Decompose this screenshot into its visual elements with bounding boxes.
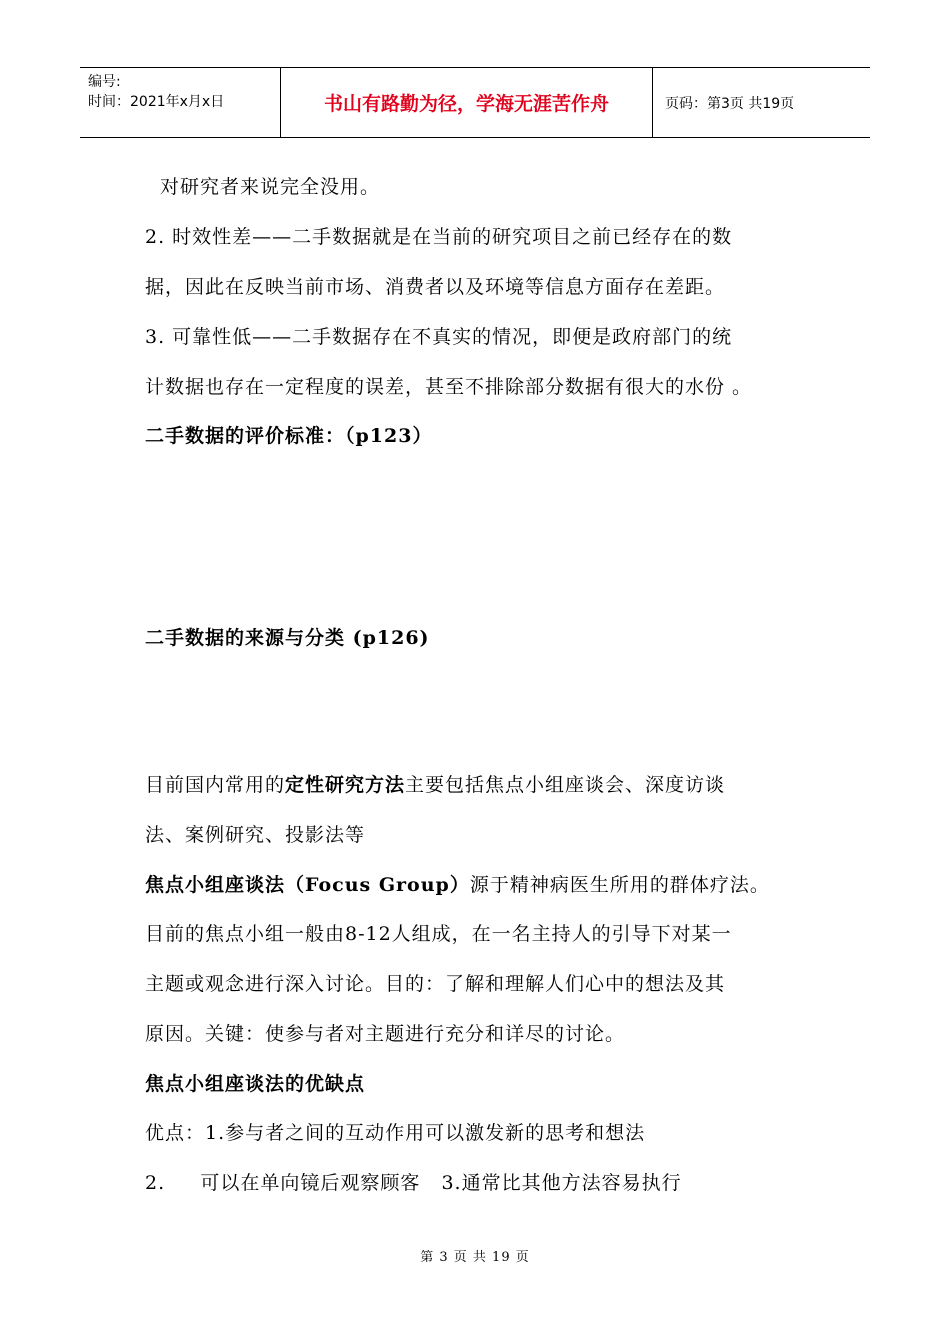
document-number-label: 编号: [88,74,121,90]
focus-group-origin: 源于精神病医生所用的群体疗法。 [469,874,770,896]
qualitative-pre-text: 目前国内常用的 [145,774,286,796]
focus-group-line-1: 目前的焦点小组一般由8-12人组成，在一名主持人的引导下对某一 [145,923,732,945]
focus-group-line-3: 原因。关键：使参与者对主题进行充分和详尽的讨论。 [145,1023,626,1045]
heading-sources-classification: 二手数据的来源与分类 (p126) [145,627,430,649]
qualitative-methods-line-1 [145,770,725,797]
body-line-2: 2. 时效性差——二手数据就是在当前的研究项目之前已经存在的数 [145,226,733,248]
body-line-4: 3. 可靠性低——二手数据存在不真实的情况，即便是政府部门的统 [145,326,733,348]
qualitative-methods-line-2: 法、案例研究、投影法等 [145,824,366,846]
document-time-label: 时间：2021年x月x日 [88,94,225,110]
header-page-info: 页码：第3页 共19页 [665,95,795,112]
page-footer: 第 3 页 共 19 页 [420,1250,530,1265]
focus-group-line-2: 主题或观念进行深入讨论。目的：了解和理解人们心中的想法及其 [145,973,726,995]
header-motto: 书山有路勤为径，学海无涯苦作舟 [281,68,653,137]
body-line-3: 据，因此在反映当前市场、消费者以及环境等信息方面存在差距。 [145,276,726,298]
body-line-1: 对研究者来说完全没用。 [160,176,381,198]
qualitative-method-term: 定性研究方法 [285,774,406,796]
body-line-5: 计数据也存在一定程度的误差，甚至不排除部分数据有很大的水份 。 [145,376,753,398]
focus-group-definition [145,870,770,897]
header-meta-cell [80,68,281,137]
pros-line-1: 优点：1.参与者之间的互动作用可以激发新的思考和想法 [145,1122,646,1144]
heading-evaluation-criteria: 二手数据的评价标准：（p123） [145,425,433,447]
pros-line-2: 2. 可以在单向镜后观察顾客 3.通常比其他方法容易执行 [145,1172,682,1194]
heading-pros-cons: 焦点小组座谈法的优缺点 [145,1073,366,1095]
qualitative-post-text: 主要包括焦点小组座谈会、深度访谈 [405,774,726,796]
header-table [80,67,870,138]
focus-group-term: 焦点小组座谈法（Focus Group） [145,874,470,896]
